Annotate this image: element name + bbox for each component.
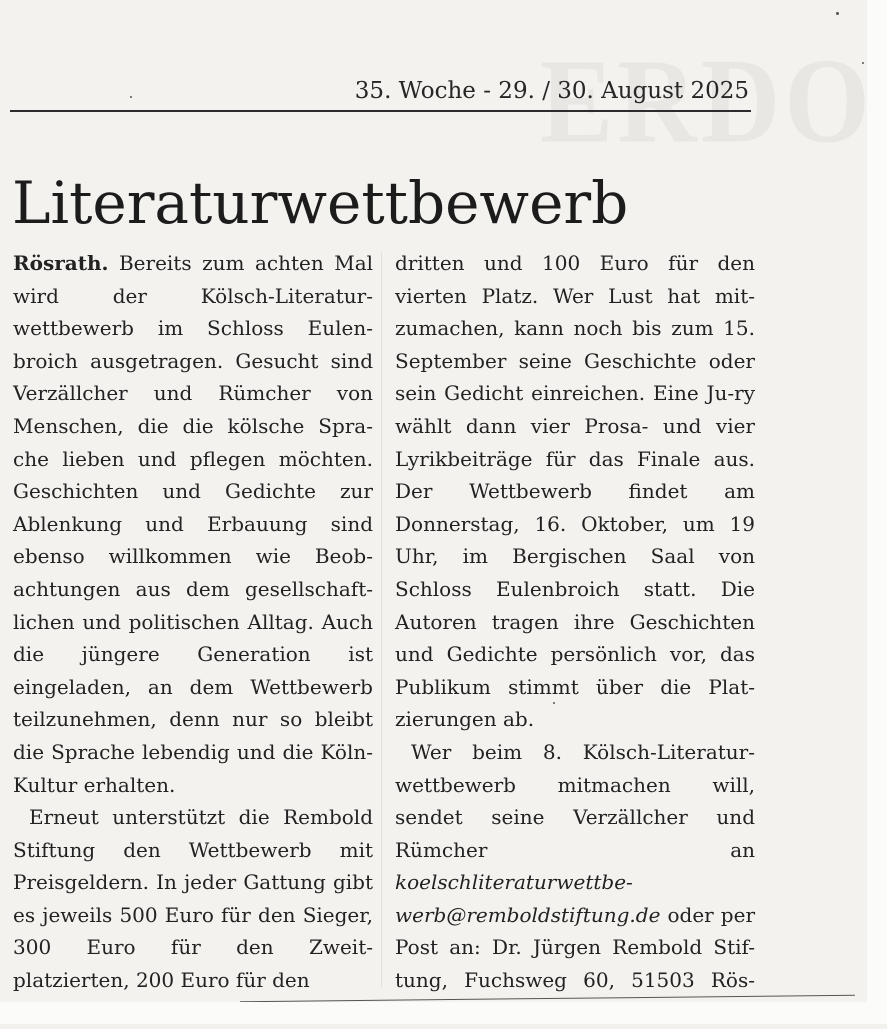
paragraph-event-details: dritten und 100 Euro für den vierten Platz. Wer Lust hat mit-zumachen, kann noch bis zum 15. September seine Geschichte oder sein Gedicht einreichen. Eine Ju-ry wählt dann vier Prosa- und vier Lyrikbeiträge für das Finale aus. Der Wettbewerb findet am Donnerstag, 16. Oktober, um 19 Uhr, im Bergischen Saal von Schloss Eulenbroich statt. Die Autoren tragen ihre Geschichten und Gedichte persönlich vor, das Publikum stimmt über die Plat-zierungen ab.	[395, 251, 755, 732]
issue-dateline: 35. Woche - 29. / 30. August 2025	[354, 78, 749, 104]
paragraph-submission	[395, 736, 755, 1029]
article-headline: Literaturwettbewerb	[12, 168, 629, 237]
submission-text-start: Wer beim 8. Kölsch-Literatur-wettbewerb mitmachen will, sendet seine Verzällcher und Rümcher an	[395, 739, 755, 862]
column-gutter	[381, 252, 382, 987]
submission-text-end: oder per Post an: Dr. Jürgen Rembold Stif-tung, Fuchsweg 60, 51503 Rös-	[395, 902, 755, 993]
dateline-location: Rösrath.	[13, 251, 109, 275]
paragraph-prize-money: Erneut unterstützt die Rembold Stiftung den Wettbewerb mit Preisgeldern. In jeder Gattung gibt es jeweils 500 Euro für den Sieger, 300 Euro für den Zweit-platzierten, 200 Euro für den	[13, 805, 373, 993]
submission-email: koelschliteraturwettbe-werb@remboldstiftung.de	[395, 870, 661, 927]
scan-speck	[836, 12, 839, 15]
paragraph-intro	[13, 247, 373, 801]
top-rule-divider	[10, 110, 751, 112]
article-column-left	[13, 247, 373, 997]
article-column-right	[395, 247, 755, 1029]
scanner-margin-right	[867, 0, 887, 1024]
scan-speck	[130, 96, 132, 98]
scan-speck	[553, 702, 555, 704]
paragraph-intro-text: Bereits zum achten Mal wird der Kölsch-Literatur-wettbewerb im Schloss Eulen-broich ausgetragen. Gesucht sind Verzällcher und Rümcher von Menschen, die die kölsche Spra-che lieben und pflegen möchten. Geschichten und Gedichte zur Ablenkung und Erbauung sind ebenso willkommen wie Beob-achtungen aus dem gesellschaft-lichen und politischen Alltag. Auch die jüngere Generation ist eingeladen, an dem Wettbewerb teilzunehmen, denn nur so bleibt die Sprache lebendig und die Köln-Kultur erhalten.	[13, 251, 374, 797]
scanner-margin-bottom	[0, 1002, 887, 1024]
scan-speck	[862, 62, 864, 64]
